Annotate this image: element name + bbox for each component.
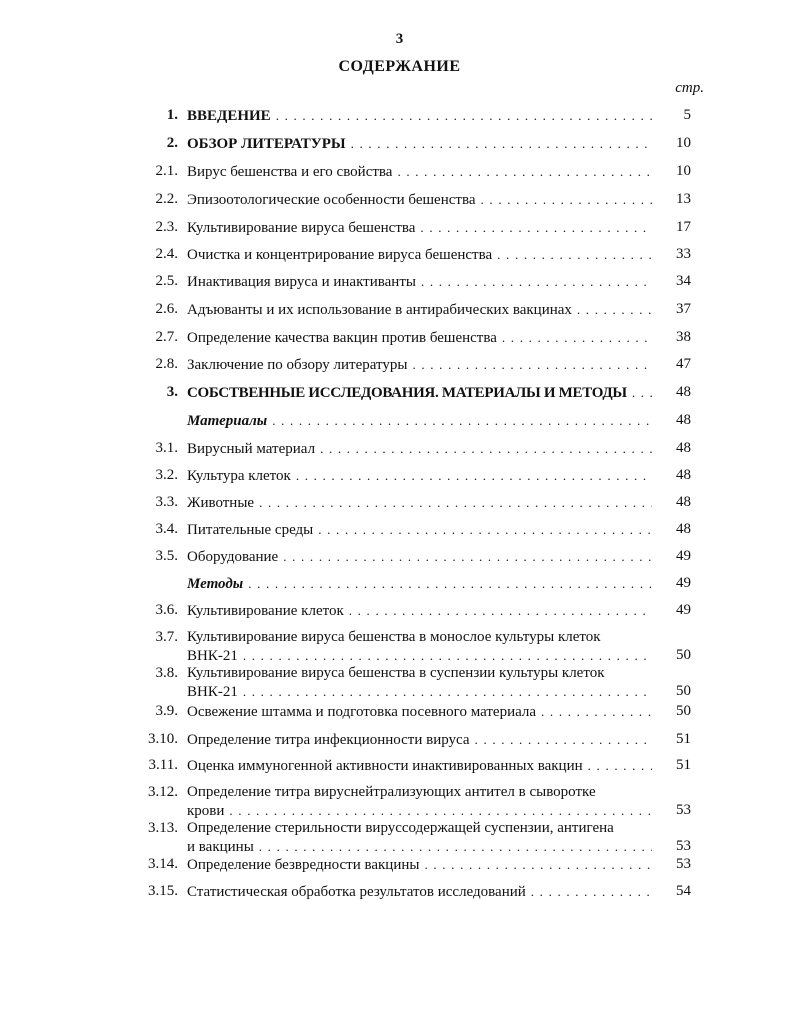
toc-entry-title: Определение титра вируснейтрализующих антител в сыворотке xyxy=(187,784,596,800)
toc-entry-page: 49 xyxy=(676,602,691,618)
toc-entry-page: 38 xyxy=(676,329,691,345)
toc-entry-page: 5 xyxy=(683,107,691,123)
toc-entry-number: 3.6. xyxy=(155,602,178,618)
toc-entry-page: 10 xyxy=(676,163,691,179)
toc-entry-title-line2: и вакцины xyxy=(187,839,254,855)
toc-entry-page: 49 xyxy=(676,575,691,591)
toc-entry-number: 2.4. xyxy=(155,246,178,262)
toc-entry-number: 3.1. xyxy=(155,440,178,456)
toc-entry-number: 3.8. xyxy=(155,665,178,681)
toc-entry-number: 1. xyxy=(166,107,178,123)
toc-entry-page: 48 xyxy=(676,384,691,400)
toc-entry-title: Заключение по обзору литературы xyxy=(187,357,408,373)
toc-entry-number: 3.3. xyxy=(155,494,178,510)
toc-entry-page: 13 xyxy=(676,191,691,207)
toc-entry-number: 3.15. xyxy=(148,883,178,899)
toc-entry-page: 48 xyxy=(676,440,691,456)
toc-entry-page: 33 xyxy=(676,246,691,262)
toc-entry-page: 48 xyxy=(676,412,691,428)
toc-entry-title: Определение стерильности вируссодержащей суспензии, антигена xyxy=(187,820,614,836)
toc-entry-number: 2.2. xyxy=(155,191,178,207)
toc-entry-number: 2.3. xyxy=(155,219,178,235)
toc-entry-page: 50 xyxy=(676,703,691,719)
toc-entry-title: ОБЗОР ЛИТЕРАТУРЫ xyxy=(187,136,346,152)
toc-entry-title: Освежение штамма и подготовка посевного материала xyxy=(187,704,537,720)
toc-entry-page: 53 xyxy=(676,838,691,854)
toc-entry-number: 3.14. xyxy=(148,856,178,872)
toc-entry-page: 37 xyxy=(676,301,691,317)
toc-entry-title: Культивирование вируса бешенства в суспензии культуры клеток xyxy=(187,665,605,681)
toc-entry-page: 34 xyxy=(676,273,691,289)
toc-entry-title: Инактивация вируса и инактиванты xyxy=(187,274,416,290)
toc-entry-title: Определение безвредности вакцины xyxy=(187,857,420,873)
toc-entry-page: 50 xyxy=(676,683,691,699)
toc-entry-number: 3.2. xyxy=(155,467,178,483)
toc-entry-title: Оборудование xyxy=(187,549,279,565)
toc-entry-title: Оценка иммуногенной активности инактивированных вакцин xyxy=(187,758,583,774)
page-number: 3 xyxy=(395,31,404,47)
toc-entry-title: Культивирование вируса бешенства xyxy=(187,220,416,236)
toc-entry-title: Вирус бешенства и его свойства xyxy=(187,164,393,180)
toc-entry-title-line2: крови xyxy=(187,803,225,819)
toc-entry-page: 47 xyxy=(676,356,691,372)
toc-entry-title: Культивирование клеток xyxy=(187,603,344,619)
toc-entry-title: Вирусный материал xyxy=(187,441,316,457)
toc-entry-number: 3.9. xyxy=(155,703,178,719)
page-title: СОДЕРЖАНИЕ xyxy=(338,58,461,75)
toc-entry-number: 2.5. xyxy=(155,273,178,289)
toc-entry-title: Очистка и концентрирование вируса бешенства xyxy=(187,247,493,263)
toc-entry-number: 3.4. xyxy=(155,521,178,537)
toc-entry-title-line2: ВНК-21 xyxy=(187,648,238,664)
toc-entry-title: ВВЕДЕНИЕ xyxy=(187,108,271,124)
toc-entry-page: 51 xyxy=(676,731,691,747)
toc-entry-title: Определение титра инфекционности вируса xyxy=(187,732,470,748)
toc-entry-title: Культивирование вируса бешенства в монослое культуры клеток xyxy=(187,629,601,645)
toc-entry-title: СОБСТВЕННЫЕ ИССЛЕДОВАНИЯ. МАТЕРИАЛЫ И МЕТОДЫ xyxy=(187,385,627,401)
toc-entry-title: Животные xyxy=(187,495,255,511)
toc-entry-title: Культура клеток xyxy=(187,468,291,484)
toc-entry-number: 3.13. xyxy=(148,820,178,836)
toc-entry-page: 50 xyxy=(676,647,691,663)
toc-entry-page: 53 xyxy=(676,856,691,872)
toc-entry-number: 3. xyxy=(166,384,178,400)
toc-entry-title: Адъюванты и их использование в антирабических вакцинах xyxy=(187,302,572,318)
toc-entry-number: 3.10. xyxy=(148,731,178,747)
toc-entry-page: 10 xyxy=(676,135,691,151)
toc-entry-page: 51 xyxy=(676,757,691,773)
toc-entry-title-line2: ВНК-21 xyxy=(187,684,238,700)
toc-entry-number: 2.7. xyxy=(155,329,178,345)
toc-entry-number: 2.1. xyxy=(155,163,178,179)
toc-entry-title: Статистическая обработка результатов исследований xyxy=(187,884,526,900)
toc-entry-page: 53 xyxy=(676,802,691,818)
toc-entry-number: 3.5. xyxy=(155,548,178,564)
toc-entry-page: 48 xyxy=(676,467,691,483)
toc-entry-number: 3.12. xyxy=(148,784,178,800)
toc-entry-number: 3.7. xyxy=(155,629,178,645)
toc-entry-title: Эпизоотологические особенности бешенства xyxy=(187,192,476,208)
page-column-label: стр. xyxy=(675,80,704,96)
toc-entry-number: 3.11. xyxy=(148,757,178,773)
toc-entry-title: Питательные среды xyxy=(187,522,314,538)
toc-entry-number: 2.6. xyxy=(155,301,178,317)
toc-entry-page: 48 xyxy=(676,521,691,537)
toc-entry-number: 2.8. xyxy=(155,356,178,372)
toc-entry-title: Материалы xyxy=(187,413,268,429)
toc-entry-page: 48 xyxy=(676,494,691,510)
toc-entry-page: 54 xyxy=(676,883,691,899)
toc-entry-title: Методы xyxy=(187,576,244,592)
toc-entry-number: 2. xyxy=(166,135,178,151)
toc-entry-title: Определение качества вакцин против бешенства xyxy=(187,330,497,346)
toc-entry-page: 49 xyxy=(676,548,691,564)
toc-entry-page: 17 xyxy=(676,219,691,235)
